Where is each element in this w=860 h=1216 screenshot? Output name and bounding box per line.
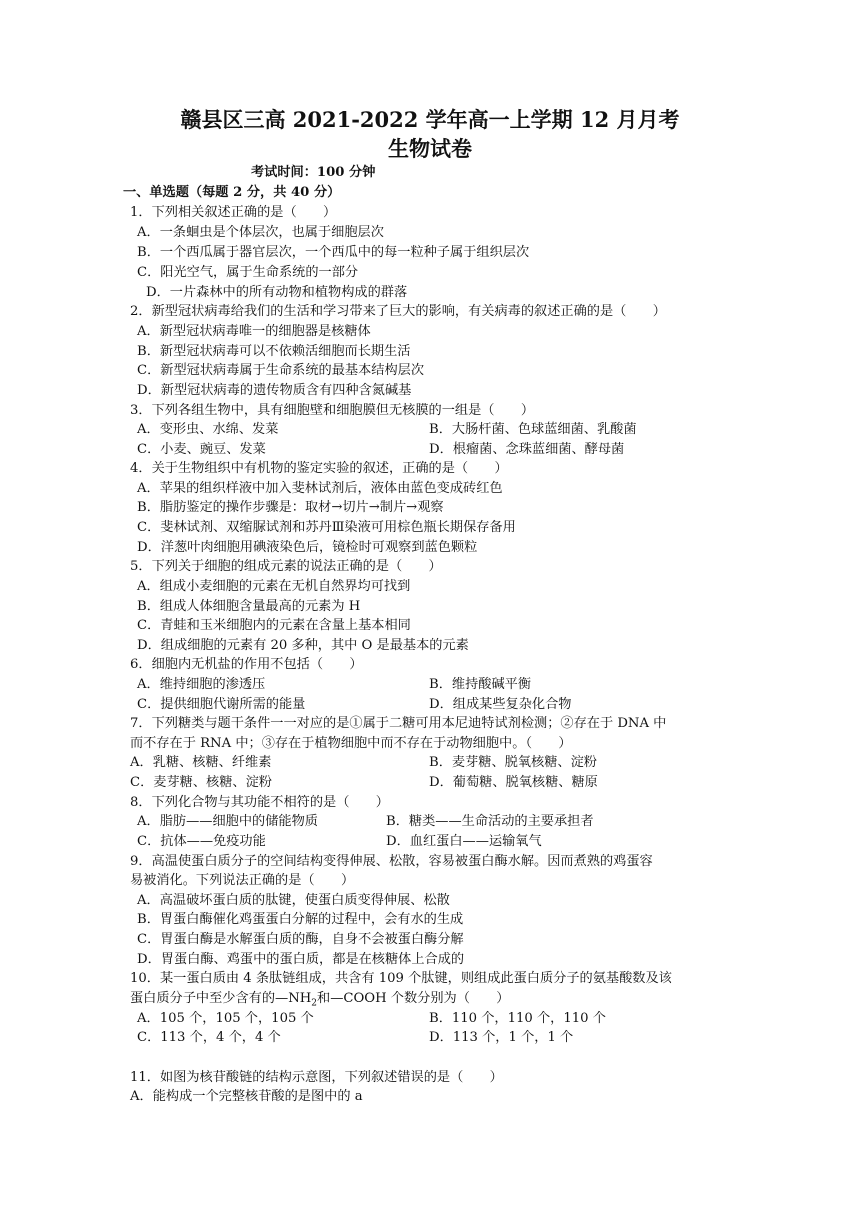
subject-title: 生物试卷 bbox=[388, 136, 472, 161]
question-7-option-b: B．麦芽糖、脱氧核糖、淀粉 bbox=[429, 755, 597, 770]
question-1-option-d: D．一片森林中的所有动物和植物构成的群落 bbox=[146, 285, 408, 300]
question-8-option-a: A．脂肪——细胞中的储能物质 bbox=[137, 814, 318, 829]
question-10-option-d: D．113 个，1 个，1 个 bbox=[429, 1030, 574, 1045]
question-2-option-b: B．新型冠状病毒可以不依赖活细胞而长期生活 bbox=[137, 344, 411, 359]
question-8-option-d: D．血红蛋白——运输氧气 bbox=[386, 834, 542, 849]
question-6-stem: 6．细胞内无机盐的作用不包括（ ） bbox=[130, 657, 363, 672]
question-2-stem: 2．新型冠状病毒给我们的生活和学习带来了巨大的影响，有关病毒的叙述正确的是（ ） bbox=[130, 304, 666, 319]
question-2-option-a: A．新型冠状病毒唯一的细胞器是核糖体 bbox=[137, 324, 371, 339]
question-5-stem: 5．下列关于细胞的组成元素的说法正确的是（ ） bbox=[130, 559, 442, 574]
question-9-option-c: C．胃蛋白酶是水解蛋白质的酶，自身不会被蛋白酶分解 bbox=[137, 932, 464, 947]
question-5-option-c: C．青蛙和玉米细胞内的元素在含量上基本相同 bbox=[137, 618, 411, 633]
exam-time: 考试时间：100 分钟 bbox=[251, 165, 376, 180]
question-10-option-b: B．110 个，110 个，110 个 bbox=[429, 1011, 606, 1026]
question-9-stem-line2: 易被消化。下列说法正确的是（ ） bbox=[130, 873, 355, 888]
question-2-option-d: D．新型冠状病毒的遗传物质含有四种含氮碱基 bbox=[137, 383, 412, 398]
question-6-option-c: C．提供细胞代谢所需的能量 bbox=[137, 697, 306, 712]
question-6-option-a: A．维持细胞的渗透压 bbox=[137, 677, 266, 692]
question-10-option-a: A．105 个，105 个，105 个 bbox=[137, 1011, 314, 1026]
question-7-option-d: D．葡萄糖、脱氧核糖、糖原 bbox=[429, 775, 598, 790]
question-4-option-c: C．斐林试剂、双缩脲试剂和苏丹Ⅲ染液可用棕色瓶长期保存备用 bbox=[137, 520, 516, 535]
section-heading: 一、单选题（每题 2 分，共 40 分） bbox=[123, 185, 341, 200]
question-7-stem-line1: 7．下列糖类与题干条件一一对应的是①属于二糖可用本尼迪特试剂检测；②存在于 DNA 中 bbox=[130, 716, 667, 731]
question-5-option-b: B．组成人体细胞含量最高的元素为 H bbox=[137, 599, 361, 614]
question-10-stem-line2: 蛋白质分子中至少含有的$—NH_2$和—COOH 个数分别为（ ） bbox=[130, 991, 510, 1009]
question-1-option-a: A．一条蛔虫是个体层次，也属于细胞层次 bbox=[137, 225, 384, 240]
question-7-option-c: C．麦芽糖、核糖、淀粉 bbox=[130, 775, 272, 790]
question-3-option-b: B．大肠杆菌、色球蓝细菌、乳酸菌 bbox=[429, 422, 637, 437]
question-9-stem-line1: 9．高温使蛋白质分子的空间结构变得伸展、松散，容易被蛋白酶水解。因而煮熟的鸡蛋容 bbox=[130, 854, 653, 869]
question-11-stem: 11．如图为核苷酸链的结构示意图，下列叙述错误的是（ ） bbox=[130, 1070, 503, 1085]
question-1-option-c: C．阳光空气，属于生命系统的一部分 bbox=[137, 265, 359, 280]
question-9-option-a: A．高温破坏蛋白质的肽键，使蛋白质变得伸展、松散 bbox=[137, 893, 450, 908]
question-8-stem: 8．下列化合物与其功能不相符的是（ ） bbox=[130, 795, 389, 810]
question-1-option-b: B．一个西瓜属于器官层次，一个西瓜中的每一粒种子属于组织层次 bbox=[137, 245, 530, 260]
question-3-option-a: A．变形虫、水绵、发菜 bbox=[137, 422, 279, 437]
question-2-option-c: C．新型冠状病毒属于生命系统的最基本结构层次 bbox=[137, 363, 425, 378]
question-8-option-c: C．抗体——免疫功能 bbox=[137, 834, 266, 849]
question-7-stem-line2: 而不存在于 RNA 中；③存在于植物细胞中而不存在于动物细胞中。（ ） bbox=[130, 736, 572, 751]
question-10-stem-line1: 10．某一蛋白质由 4 条肽链组成，共含有 109 个肽键，则组成此蛋白质分子的氨基酸数及该 bbox=[130, 971, 672, 986]
question-1-stem: 1．下列相关叙述正确的是（ ） bbox=[130, 205, 337, 220]
question-3-option-d: D．根瘤菌、念珠蓝细菌、酵母菌 bbox=[429, 442, 625, 457]
question-4-stem: 4．关于生物组织中有机物的鉴定实验的叙述，正确的是（ ） bbox=[130, 461, 508, 476]
question-6-option-d: D．组成某些复杂化合物 bbox=[429, 697, 572, 712]
question-5-option-d: D．组成细胞的元素有 20 多种，其中 O 是最基本的元素 bbox=[137, 638, 469, 653]
question-9-option-d: D．胃蛋白酶、鸡蛋中的蛋白质，都是在核糖体上合成的 bbox=[137, 952, 465, 967]
question-9-option-b: B．胃蛋白酶催化鸡蛋蛋白分解的过程中，会有水的生成 bbox=[137, 912, 464, 927]
question-8-option-b: B．糖类——生命活动的主要承担者 bbox=[386, 814, 594, 829]
question-6-option-b: B．维持酸碱平衡 bbox=[429, 677, 532, 692]
question-4-option-d: D．洋葱叶肉细胞用碘液染色后，镜检时可观察到蓝色颗粒 bbox=[137, 540, 478, 555]
question-7-option-a: A．乳糖、核糖、纤维素 bbox=[130, 755, 272, 770]
question-4-option-b: B．脂肪鉴定的操作步骤是：取材→切片→制片→观察 bbox=[137, 500, 444, 515]
exam-title: 赣县区三高 2021-2022 学年高一上学期 12 月月考 bbox=[180, 107, 680, 132]
question-11-option-a: A．能构成一个完整核苷酸的是图中的 a bbox=[130, 1089, 363, 1104]
question-5-option-a: A．组成小麦细胞的元素在无机自然界均可找到 bbox=[137, 579, 411, 594]
question-10-option-c: C．113 个，4 个，4 个 bbox=[137, 1030, 281, 1045]
question-4-option-a: A．苹果的组织样液中加入斐林试剂后，液体由蓝色变成砖红色 bbox=[137, 481, 503, 496]
question-3-stem: 3．下列各组生物中，具有细胞壁和细胞膜但无核膜的一组是（ ） bbox=[130, 403, 535, 418]
question-3-option-c: C．小麦、豌豆、发菜 bbox=[137, 442, 266, 457]
